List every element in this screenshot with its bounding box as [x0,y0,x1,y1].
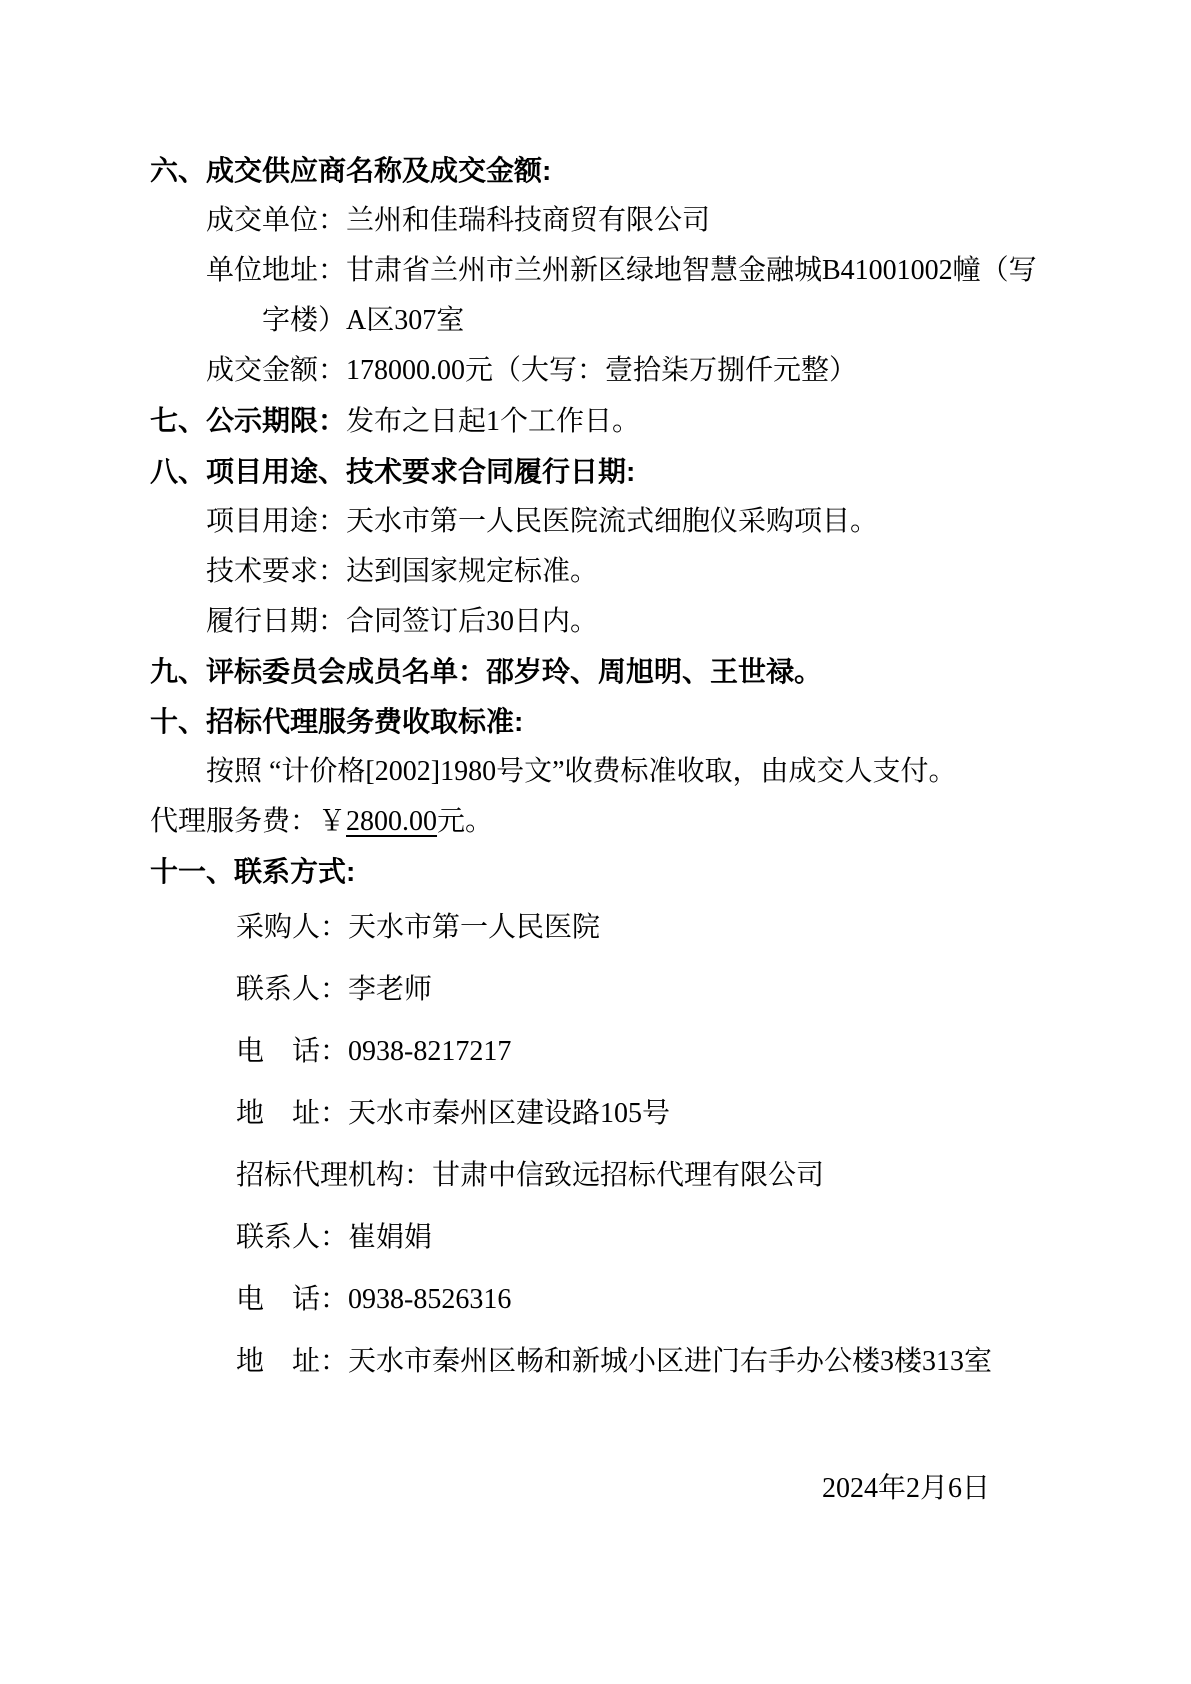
contact-purchaser: 采购人：天水市第一人民医院 [236,912,601,943]
agency-fee-suffix: 元。 [437,806,494,837]
section10-heading: 十、招标代理服务费收取标准: [150,706,524,737]
section8-heading: 八、项目用途、技术要求合同履行日期: [150,456,636,487]
section6-unit-address-line1: 单位地址：甘肃省兰州市兰州新区绿地智慧金融城B41001002幢（写 [206,255,1037,286]
section9-heading: 九、评标委员会成员名单：邵岁玲、周旭明、王世禄。 [150,656,823,687]
contact-address-1: 地 址：天水市秦州区建设路105号 [236,1098,671,1129]
section7-body: 发布之日起1个工作日。 [346,406,641,437]
section11-heading: 十一、联系方式: [150,856,356,887]
section8-purpose: 项目用途：天水市第一人民医院流式细胞仪采购项目。 [206,506,879,537]
contact-address-2: 地 址：天水市秦州区畅和新城小区进门右手办公楼3楼313室 [236,1346,993,1377]
section7-line [150,396,990,447]
section6-heading: 六、成交供应商名称及成交金额: [150,155,552,186]
section10-fee-line [150,797,990,847]
agency-fee-amount: 2800.00 [346,806,438,837]
section6-unit-address-line2: 字楼）A区307室 [262,305,465,336]
agency-fee-prefix: 代理服务费：￥ [150,806,347,837]
section7-heading: 七、公示期限： [150,405,347,436]
contact-person-1: 联系人：李老师 [236,974,433,1005]
contact-person-2: 联系人：崔娟娟 [236,1222,433,1253]
contact-agency: 招标代理机构：甘肃中信致远招标代理有限公司 [236,1160,825,1191]
section6-amount: 成交金额：178000.00元（大写：壹拾柒万捌仟元整） [206,355,858,386]
section10-body: 按照 “计价格[2002]1980号文”收费标准收取，由成交人支付。 [206,756,957,787]
contact-phone-2: 电 话：0938-8526316 [236,1284,512,1315]
section8-technical: 技术要求：达到国家规定标准。 [206,556,599,587]
section8-performance-date: 履行日期：合同签订后30日内。 [206,606,599,637]
section6-winning-unit: 成交单位：兰州和佳瑞科技商贸有限公司 [206,205,711,236]
contact-phone-1: 电 话：0938-8217217 [236,1036,512,1067]
document-date: 2024年2月6日 [821,1473,990,1504]
